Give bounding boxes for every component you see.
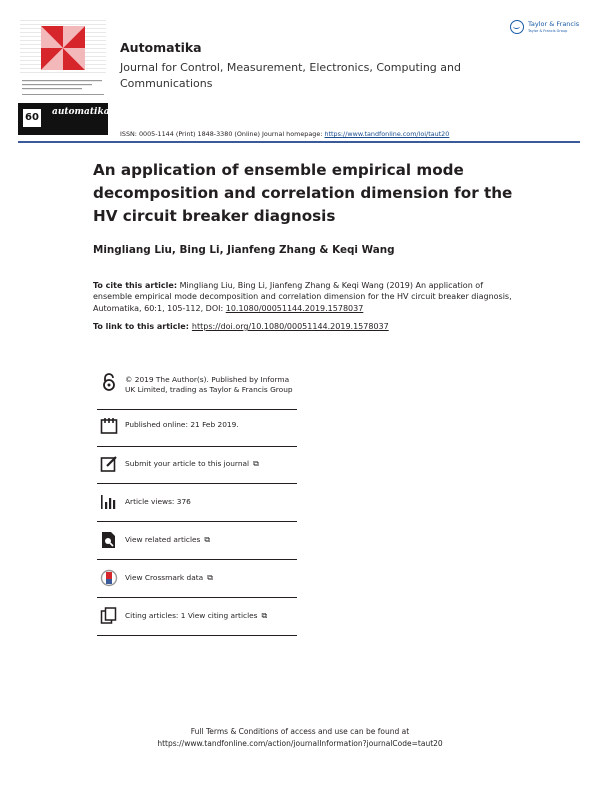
info-item-crossmark[interactable]	[97, 560, 297, 598]
article-doi-url[interactable]: https://doi.org/10.1080/00051144.2019.1578037	[191, 322, 389, 331]
citation-text: Mingliang Liu, Bing Li, Jianfeng Zhang & Keqi Wang (2019) An application of ensemble empirical mode decomposition and correlation dimension for the HV circuit breaker diagnosis, Automatika, 60:1, 105-112, DOI:	[93, 281, 512, 313]
open-access-icon	[100, 373, 118, 391]
issn-text: ISSN: 0005-1144 (Print) 1848-3380 (Online) Journal homepage:	[120, 130, 325, 138]
journal-name: Automatika	[120, 40, 202, 55]
submit-article-link[interactable]: Submit your article to this journal	[125, 459, 250, 468]
publisher-logo[interactable]	[510, 18, 582, 38]
footer-terms-text: Full Terms & Conditions of access and use can be found at	[190, 727, 410, 736]
bar-chart-icon	[100, 493, 118, 511]
header-divider	[18, 141, 580, 143]
article-authors: Mingliang Liu, Bing Li, Jianfeng Zhang & Keqi Wang	[93, 244, 395, 256]
info-item-published	[97, 410, 297, 447]
taylor-francis-icon	[510, 20, 524, 34]
footer-terms-link[interactable]: https://www.tandfonline.com/action/journalInformation?journalCode=taut20	[157, 739, 443, 748]
crossmark-link[interactable]: View Crossmark data	[125, 573, 204, 582]
info-item-citing[interactable]	[97, 598, 297, 636]
related-articles-icon	[100, 531, 118, 549]
issn-line	[120, 130, 449, 138]
external-link-icon: ⧉	[207, 573, 213, 582]
journal-subtitle: Journal for Control, Measurement, Electronics, Computing and Communications	[120, 61, 461, 90]
external-link-icon: ⧉	[261, 611, 268, 620]
related-articles-link[interactable]: View related articles	[125, 535, 201, 544]
external-link-icon: ⧉	[253, 459, 259, 468]
article-link-block	[93, 322, 513, 331]
citing-articles-link[interactable]: Citing articles: 1 View citing articles	[125, 611, 258, 620]
info-item-views	[97, 484, 297, 522]
publisher-logo-tagline: Taylor & Francis Group	[528, 29, 568, 33]
external-link-icon: ⧉	[204, 535, 211, 544]
journal-homepage-link[interactable]: https://www.tandfonline.com/loi/taut20	[324, 130, 450, 138]
article-title: An application of ensemble empirical mode decomposition and correlation dimension for the HV circuit breaker diagnosis	[93, 161, 513, 225]
copyright-text: © 2019 The Author(s). Published by Informa UK Limited, trading as Taylor & Francis Group	[125, 375, 293, 394]
edit-icon	[100, 455, 118, 473]
cover-volume-number: 60	[23, 109, 41, 127]
citation-label: To cite this article:	[93, 281, 178, 290]
citation-block	[93, 280, 513, 314]
footer	[0, 726, 600, 750]
info-item-submit[interactable]	[97, 447, 297, 484]
cover-title: automatika	[52, 107, 110, 117]
article-info-list	[97, 370, 297, 636]
article-link-label: To link to this article:	[93, 322, 189, 331]
info-item-related[interactable]	[97, 522, 297, 560]
info-item-open-access	[97, 370, 297, 410]
crossmark-icon	[100, 569, 118, 587]
citation-doi-link[interactable]: 10.1080/00051144.2019.1578037	[225, 303, 364, 313]
citing-articles-icon	[100, 607, 118, 625]
journal-logo	[18, 18, 108, 102]
published-date: Published online: 21 Feb 2019.	[125, 420, 239, 429]
article-views: Article views: 376	[125, 497, 191, 506]
publisher-logo-name: Taylor & Francis	[528, 20, 580, 28]
calendar-icon	[100, 417, 118, 435]
journal-cover	[18, 103, 108, 135]
